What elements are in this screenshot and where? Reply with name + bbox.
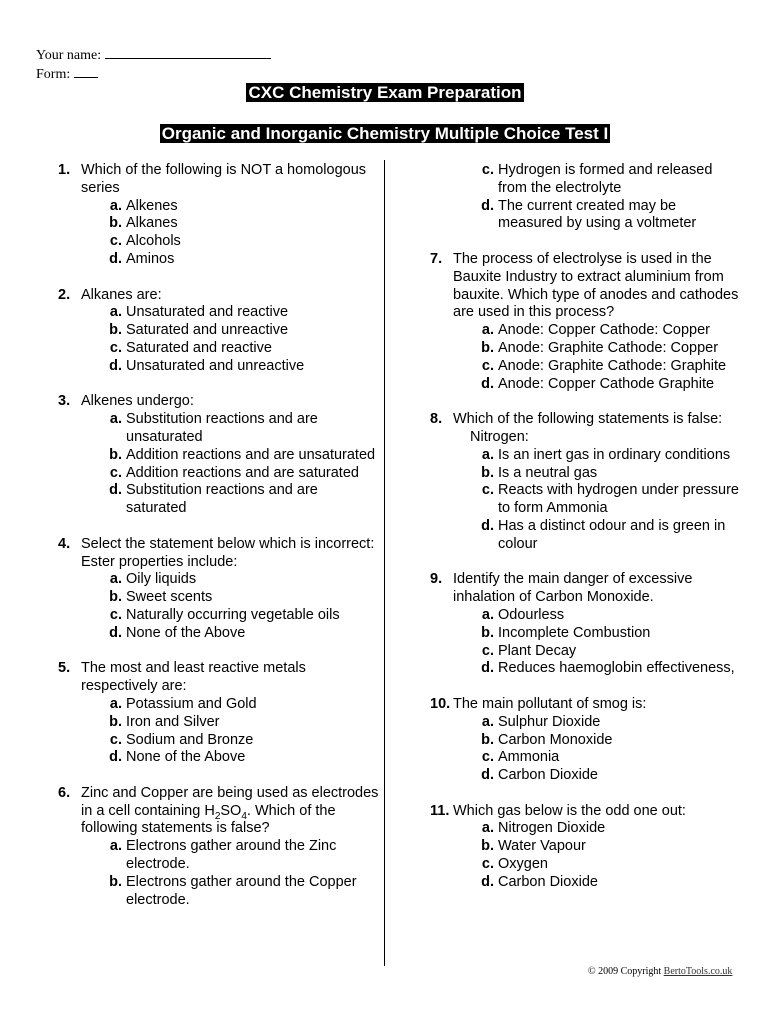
answer-option-b[interactable] <box>81 215 380 233</box>
question-number: 3. <box>58 393 71 410</box>
answer-option-a[interactable] <box>453 820 740 838</box>
option-text: Unsaturated and unreactive <box>126 357 305 374</box>
option-text: Anode: Copper Cathode: Copper <box>498 322 711 339</box>
option-letter: b. <box>109 713 122 730</box>
answer-option-c[interactable] <box>81 340 380 358</box>
answer-option-a[interactable] <box>453 714 740 732</box>
question-2 <box>58 287 380 376</box>
option-text: Ammonia <box>498 749 560 766</box>
option-text: Odourless <box>498 606 565 623</box>
answer-option-d[interactable] <box>81 251 380 269</box>
form-label: Form: <box>36 67 71 82</box>
option-letter: b. <box>109 322 122 339</box>
copyright-footer <box>588 966 732 977</box>
option-letter: b. <box>109 589 122 606</box>
option-text: Substitution reactions and are unsaturated <box>126 411 318 445</box>
question-number: 11. <box>430 802 450 819</box>
subscript: 4 <box>241 810 247 822</box>
option-text: Nitrogen Dioxide <box>498 820 606 837</box>
right-column <box>430 162 740 892</box>
question-number: 8. <box>430 411 443 428</box>
answer-option-b[interactable] <box>81 874 380 910</box>
answer-option-b[interactable] <box>453 465 740 483</box>
answer-options <box>453 714 740 785</box>
answer-option-d[interactable] <box>453 767 740 785</box>
option-letter: c. <box>481 642 494 659</box>
name-blank-field[interactable] <box>105 46 271 59</box>
option-text: Carbon Dioxide <box>498 767 598 784</box>
option-letter: a. <box>109 304 122 321</box>
question-3 <box>58 393 380 518</box>
answer-option-a[interactable] <box>81 411 380 447</box>
option-letter: d. <box>481 197 494 214</box>
option-text: Sulphur Dioxide <box>498 713 601 730</box>
option-text: Alcohols <box>126 233 181 250</box>
answer-option-a[interactable] <box>81 304 380 322</box>
option-letter: b. <box>481 838 494 855</box>
page-subtitle: Organic and Inorganic Chemistry Multiple Choice Test I <box>161 124 609 143</box>
page-title: CXC Chemistry Exam Preparation <box>248 83 522 102</box>
option-text: Addition reactions and are saturated <box>126 464 359 481</box>
answer-option-b[interactable] <box>81 447 380 465</box>
answer-options <box>81 571 380 642</box>
question-text: Zinc and Copper are being used as electrodes in a cell containing $H_2SO_4$. Which of the following statements is false? <box>81 784 379 837</box>
answer-option-a[interactable] <box>453 447 740 465</box>
question-number: 2. <box>58 286 71 303</box>
option-letter: a. <box>109 411 122 428</box>
option-text: Alkenes <box>126 197 178 214</box>
option-text: Reacts with hydrogen under pressure to form Ammonia <box>498 482 739 517</box>
answer-option-b[interactable] <box>453 732 740 750</box>
subscript: 2 <box>214 810 221 822</box>
question-text: The main pollutant of smog is: <box>453 695 647 712</box>
question-7 <box>430 251 740 393</box>
answer-option-a[interactable] <box>453 322 740 340</box>
option-letter: b. <box>109 446 122 463</box>
answer-option-c[interactable] <box>453 749 740 767</box>
option-letter: a. <box>109 197 122 214</box>
answer-options <box>453 820 740 891</box>
question-6 <box>58 785 380 910</box>
answer-option-b[interactable] <box>81 714 380 732</box>
option-letter: a. <box>481 820 494 837</box>
option-text: None of the Above <box>126 624 246 641</box>
answer-options <box>453 322 740 393</box>
question-text: Alkanes are: <box>81 286 162 303</box>
answer-option-c[interactable] <box>453 358 740 376</box>
option-text: Reduces haemoglobin effectiveness, <box>498 660 735 677</box>
option-text: Is a neutral gas <box>498 464 598 481</box>
question-text: Alkenes undergo: <box>81 393 194 410</box>
option-text: Carbon Dioxide <box>498 873 598 890</box>
option-text: Oxygen <box>498 856 548 873</box>
option-letter: c. <box>109 464 122 481</box>
column-divider <box>384 160 385 966</box>
answer-options <box>453 447 740 554</box>
option-letter: b. <box>481 464 494 481</box>
option-letter: a. <box>481 446 494 463</box>
answer-options <box>81 696 380 767</box>
answer-option-a[interactable] <box>81 198 380 216</box>
answer-option-c[interactable] <box>453 643 740 661</box>
option-text: Carbon Monoxide <box>498 731 613 748</box>
question-6-continued <box>430 162 740 233</box>
option-letter: c. <box>109 606 122 623</box>
question-number: 10. <box>430 695 451 712</box>
option-text: Aminos <box>126 250 175 267</box>
option-text: Substitution reactions and are saturated <box>126 482 318 517</box>
question-text: Select the statement below which is incorrect: Ester properties include: <box>81 535 375 570</box>
question-subject: Nitrogen: <box>470 428 529 445</box>
answer-option-b[interactable] <box>81 589 380 607</box>
student-info <box>36 46 271 84</box>
answer-option-b[interactable] <box>453 838 740 856</box>
option-text: Alkanes <box>126 215 178 232</box>
option-letter: c. <box>481 357 494 374</box>
question-text: The most and least reactive metals respectively are: <box>81 660 306 695</box>
option-text: Saturated and reactive <box>126 339 272 356</box>
copyright-text: © 2009 Copyright <box>588 966 662 977</box>
answer-options <box>81 838 380 909</box>
answer-options <box>453 607 740 678</box>
option-text: Sweet scents <box>126 589 213 606</box>
question-number: 9. <box>430 571 443 588</box>
option-text: Potassium and Gold <box>126 695 257 712</box>
option-text: Iron and Silver <box>126 713 220 730</box>
answer-option-d[interactable] <box>453 518 740 554</box>
option-text: Addition reactions and are unsaturated <box>126 446 376 463</box>
answer-option-a[interactable] <box>453 607 740 625</box>
option-text: Oily liquids <box>126 571 197 588</box>
option-text: Plant Decay <box>498 642 577 659</box>
option-text: Unsaturated and reactive <box>126 304 289 321</box>
option-letter: c. <box>481 162 494 178</box>
answer-option-d[interactable] <box>453 874 740 892</box>
option-letter: b. <box>481 624 494 641</box>
answer-option-b[interactable] <box>453 625 740 643</box>
option-letter: d. <box>109 624 122 641</box>
option-letter: b. <box>109 215 122 232</box>
answer-option-c[interactable] <box>453 856 740 874</box>
question-9 <box>430 571 740 678</box>
option-letter: a. <box>109 695 122 712</box>
option-letter: d. <box>481 517 494 534</box>
question-text: The process of electrolyse is used in the Bauxite Industry to extract aluminium from bauxite. Which type of anodes and cathodes are used in this process? <box>453 250 739 321</box>
question-11 <box>430 803 740 892</box>
option-text: Saturated and unreactive <box>126 322 289 339</box>
question-number: 5. <box>58 660 71 677</box>
option-text: Electrons gather around the Copper electrode. <box>126 873 357 908</box>
option-letter: d. <box>481 660 494 677</box>
name-row <box>36 46 271 65</box>
option-letter: d. <box>109 749 122 766</box>
question-number: 6. <box>58 784 71 801</box>
answer-option-c[interactable] <box>81 732 380 750</box>
option-letter: a. <box>109 838 122 855</box>
option-letter: c. <box>481 482 494 499</box>
option-letter: a. <box>481 713 494 730</box>
question-10 <box>430 696 740 785</box>
answer-option-d[interactable] <box>81 749 380 767</box>
answer-option-d[interactable] <box>81 482 380 518</box>
option-text: None of the Above <box>126 749 246 766</box>
option-text: Hydrogen is formed and released from the electrolyte <box>498 162 713 196</box>
option-letter: a. <box>481 322 494 339</box>
left-column <box>58 162 380 909</box>
option-letter: d. <box>109 482 122 499</box>
option-letter: d. <box>481 375 494 392</box>
question-4 <box>58 536 380 643</box>
question-5 <box>58 660 380 767</box>
answer-option-c[interactable] <box>81 607 380 625</box>
answer-options <box>81 411 380 518</box>
option-letter: b. <box>481 731 494 748</box>
answer-option-d[interactable] <box>453 198 740 234</box>
question-text: Which of the following statements is false: <box>453 411 723 428</box>
question-text: Which of the following is NOT a homologous series <box>81 162 367 196</box>
answer-option-b[interactable] <box>453 340 740 358</box>
answer-options <box>453 162 740 233</box>
option-text: Anode: Copper Cathode Graphite <box>498 375 715 392</box>
option-letter: c. <box>109 339 122 356</box>
question-8 <box>430 411 740 553</box>
option-letter: c. <box>109 233 122 250</box>
answer-option-a[interactable] <box>81 838 380 874</box>
option-text: Has a distinct odour and is green in colour <box>498 517 726 552</box>
option-letter: b. <box>481 339 494 356</box>
question-number: 4. <box>58 535 71 552</box>
answer-option-c[interactable] <box>453 482 740 518</box>
option-text: Incomplete Combustion <box>498 624 651 641</box>
option-text: Sodium and Bronze <box>126 731 254 748</box>
answer-options <box>81 304 380 375</box>
option-letter: c. <box>481 749 494 766</box>
answer-option-d[interactable] <box>453 660 740 678</box>
answer-option-b[interactable] <box>81 322 380 340</box>
option-text: Anode: Graphite Cathode: Graphite <box>498 357 727 374</box>
option-letter: d. <box>109 250 122 267</box>
option-text: Anode: Graphite Cathode: Copper <box>498 339 719 356</box>
answer-option-d[interactable] <box>453 376 740 394</box>
option-text: Naturally occurring vegetable oils <box>126 606 340 623</box>
option-letter: b. <box>109 873 122 890</box>
question-number: 7. <box>430 250 443 267</box>
form-blank-field[interactable] <box>74 65 98 78</box>
answer-option-d[interactable] <box>81 625 380 643</box>
answer-option-c[interactable] <box>81 233 380 251</box>
name-label: Your name: <box>36 48 102 63</box>
answer-options <box>81 198 380 269</box>
option-letter: d. <box>109 357 122 374</box>
question-1 <box>58 162 380 269</box>
question-text: Which gas below is the odd one out: <box>453 802 686 819</box>
option-letter: a. <box>109 571 122 588</box>
copyright-link[interactable]: BertoTools.co.uk <box>663 966 733 977</box>
question-number: 1. <box>58 162 71 178</box>
option-letter: a. <box>481 606 494 623</box>
option-letter: c. <box>109 731 122 748</box>
answer-option-c[interactable] <box>81 465 380 483</box>
option-letter: c. <box>481 856 494 873</box>
answer-option-c[interactable] <box>453 162 740 198</box>
option-text: The current created may be measured by using a voltmeter <box>498 197 697 232</box>
option-text: Is an inert gas in ordinary conditions <box>498 446 731 463</box>
answer-option-d[interactable] <box>81 358 380 376</box>
question-text: Identify the main danger of excessive inhalation of Carbon Monoxide. <box>453 571 693 606</box>
option-letter: d. <box>481 873 494 890</box>
option-letter: d. <box>481 767 494 784</box>
answer-option-a[interactable] <box>81 571 380 589</box>
answer-option-a[interactable] <box>81 696 380 714</box>
option-text: Water Vapour <box>498 838 586 855</box>
option-text: Electrons gather around the Zinc electrode. <box>126 838 337 873</box>
